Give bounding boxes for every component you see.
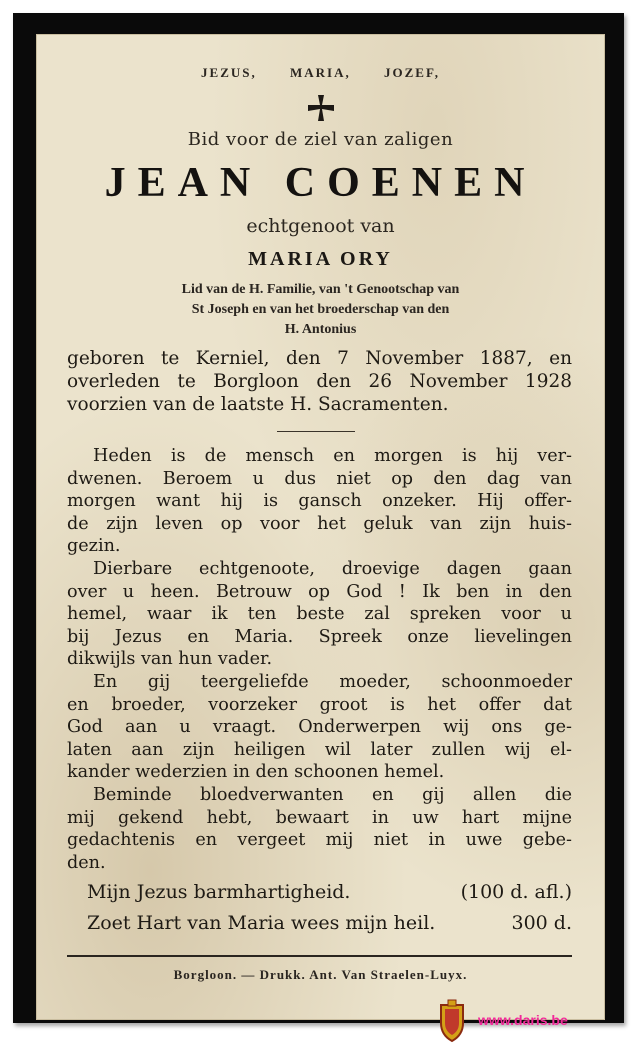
text-line: Heden is de mensch en morgen is hij ver- [93, 446, 572, 466]
text-line: Dierbare echtgenoote, droevige dagen gaan [93, 559, 572, 579]
text-line: en broeder, voorzeker groot is het offer dat [67, 694, 572, 715]
text-line: dwenen. Beroem u dus niet op den dag van [67, 468, 572, 489]
text-line: dikwijls van hun vader. [67, 649, 273, 669]
invocation [37, 65, 604, 81]
indulgences [87, 877, 572, 939]
text-line: kander wederzien in den schoonen hemel. [67, 762, 445, 782]
text-line: morgen want hij is gansch onzeker. Hij offer- [67, 491, 572, 511]
divider [277, 431, 355, 432]
text-line: gezin. [67, 536, 121, 556]
spouse-name: MARIA ORY [248, 248, 393, 270]
text-line: Beminde bloedverwanten en gij allen die [93, 785, 572, 805]
text-line: de zijn leven op voor het geluk van zijn huis- [67, 513, 572, 534]
text-line: den. [67, 852, 106, 873]
text-line: God aan u vraagt. Onderwerpen wij ons ge- [67, 717, 572, 737]
indulgence-row [87, 908, 572, 939]
membership-line: St Joseph en van het broederschap van den [191, 302, 450, 317]
indulgence-row [87, 877, 572, 908]
indulgence-text: Zoet Hart van Maria wees mijn heil. [87, 912, 436, 934]
paragraph [67, 558, 572, 671]
text-line: bij Jezus en Maria. Spreek onze lievelingen [67, 626, 572, 647]
membership-line: H. Antonius [284, 322, 357, 337]
paragraph [67, 445, 572, 558]
deceased-name: JEAN COENEN [104, 160, 537, 206]
paragraph [67, 784, 572, 874]
cross-icon [37, 93, 604, 127]
crest-icon [437, 999, 467, 1043]
text-line: gedachtenis en vergeet mij niet in uwe gebe- [67, 830, 572, 850]
indulgence-value: (100 d. afl.) [460, 881, 572, 903]
invocation-word: MARIA, [290, 65, 351, 80]
text-line: over u heen. Betrouw op God ! Ik ben in den [67, 581, 572, 602]
indulgence-text: Mijn Jezus barmhartigheid. [87, 881, 351, 903]
invocation-word: JOZEF, [384, 65, 440, 80]
bio-line: overleden te Borgloon den 26 November 1928 [67, 371, 572, 392]
spouse-label: echtgenoot van [246, 215, 395, 237]
footer-rule [67, 955, 572, 957]
text-line: mij gekend hebt, bewaart in uw hart mijne [67, 807, 572, 828]
invocation-word: JEZUS, [201, 65, 257, 80]
membership-line: Lid van de H. Familie, van 't Genootschap van [181, 282, 460, 297]
text-line: laten aan zijn heiligen wil later zullen wij el- [67, 739, 572, 760]
printer-line: Borgloon. — Drukk. Ant. Van Straelen-Luyx. [173, 967, 468, 982]
prayer-line: Bid voor de ziel van zaligen [187, 129, 454, 150]
biography [67, 347, 572, 416]
paragraph [67, 671, 572, 784]
text-line: En gij teergeliefde moeder, schoonmoeder [93, 672, 572, 692]
text-line: hemel, waar ik ten beste zal spreken voor u [67, 604, 572, 624]
watermark-link[interactable]: www.daris.be [478, 1012, 568, 1028]
bio-line: voorzien van de laatste H. Sacramenten. [67, 394, 449, 415]
bio-line: geboren te Kerniel, den 7 November 1887, en [67, 348, 572, 369]
indulgence-value: 300 d. [511, 912, 572, 934]
memorial-card [36, 34, 605, 1020]
